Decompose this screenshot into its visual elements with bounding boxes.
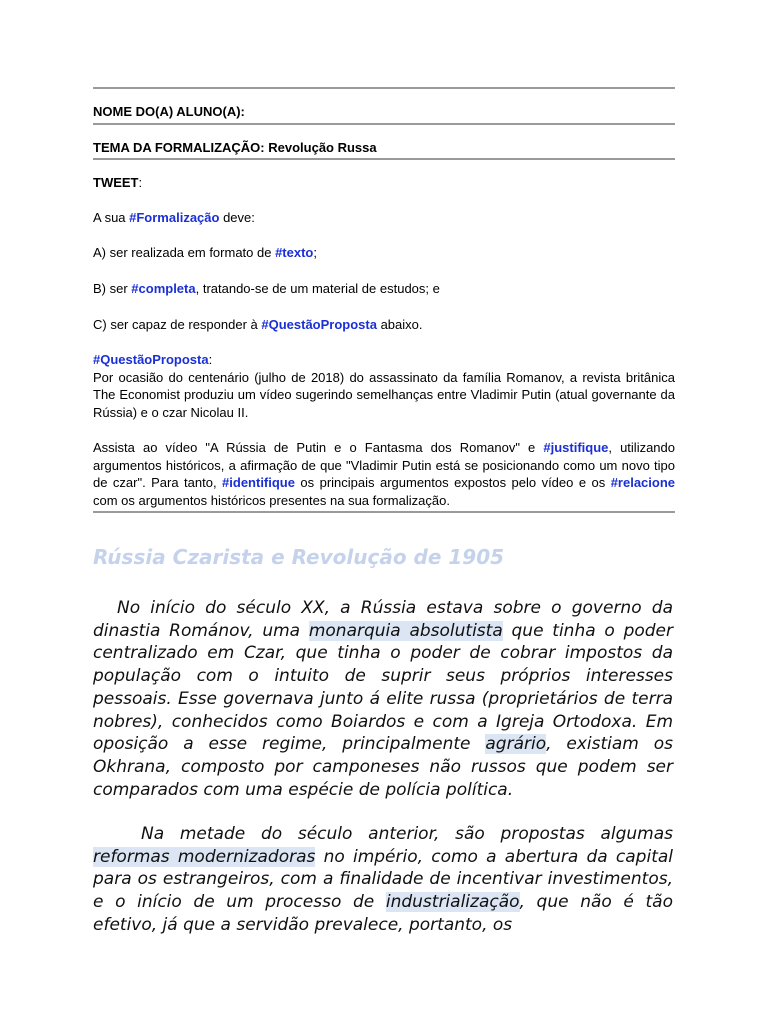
item-b-text: B) ser — [93, 281, 132, 296]
hashtag-texto: #texto — [275, 245, 314, 260]
highlight-reformas: reformas modernizadoras — [93, 846, 316, 867]
hashtag-identifique: #identifique — [222, 475, 295, 490]
item-c — [93, 317, 675, 333]
tweet-colon: : — [138, 175, 143, 190]
questao-block — [93, 351, 675, 421]
highlight-industrializacao: industrialização — [385, 892, 520, 913]
body-paragraph-1 — [93, 597, 673, 801]
theme-value: Revolução Russa — [268, 140, 377, 155]
item-a-end: ; — [313, 245, 317, 260]
hashtag-questao-proposta: #QuestãoProposta — [261, 317, 377, 332]
item-a — [93, 245, 675, 261]
highlight-monarquia: monarquia absolutista — [308, 620, 503, 641]
bottom-rule — [93, 511, 675, 513]
divider-rule — [93, 158, 675, 160]
p1-text-b: que tinha o poder centralizado em Czar, que tinha o poder de cobrar impostos da população com o intuito de suprir seus próprios interesses pessoais. Esse governava junto á elite russa (proprietários de terra nobres), conhecidos como Boiardos e com a Igreja Ortodoxa. Em oposição a esse regime, principalmente — [93, 620, 673, 755]
highlight-agrario: agrário — [485, 734, 547, 755]
tweet-label: TWEET — [93, 175, 139, 190]
top-rule — [93, 87, 675, 89]
item-a-text: A) ser realizada em formato de — [93, 245, 276, 260]
hashtag-completa: #completa — [131, 281, 196, 296]
intro-text-end: deve: — [219, 210, 255, 225]
questao-colon: : — [208, 352, 213, 367]
p1-text-c: , existiam os Okhrana, composto por camponeses não russos que podem ser comparados com uma espécie de polícia política. — [93, 734, 673, 800]
divider-rule — [93, 123, 675, 125]
theme-label: TEMA DA FORMALIZAÇÃO: — [93, 140, 265, 155]
item-b — [93, 281, 675, 297]
body-paragraph-2 — [93, 823, 673, 937]
hashtag-relacione: #relacione — [610, 475, 676, 490]
assista-text-1: Assista ao vídeo "A Rússia de Putin e o Fantasma dos Romanov" e — [93, 440, 544, 455]
assista-text-2: , utilizando argumentos históricos, a afirmação de que "Vladimir Putin está se posicionando como um novo tipo de czar". Para tanto, — [93, 440, 675, 490]
assista-paragraph — [93, 439, 675, 509]
item-b-end: , tratando-se de um material de estudos; e — [195, 281, 440, 296]
assista-text-4: com os argumentos históricos presentes na sua formalização. — [93, 492, 450, 508]
hashtag-justifique: #justifique — [543, 440, 609, 455]
hashtag-formalizacao: #Formalização — [129, 210, 220, 225]
questao-text: Por ocasião do centenário (julho de 2018) do assassinato da família Romanov, a revista britânica The Economist produziu um vídeo sugerindo semelhanças entre Vladimir Putin (atual governante da Rússia) e o czar Nicolau II. — [93, 369, 675, 420]
theme-line — [93, 140, 675, 156]
item-c-text: C) ser capaz de responder à — [93, 317, 262, 332]
intro-text: A sua — [93, 210, 130, 225]
assista-text-3: os principais argumentos expostos pelo vídeo e os — [294, 475, 611, 490]
p1-text-a: No início do século XX, a Rússia estava sobre o governo da dinastia Románov, uma — [93, 598, 673, 641]
p2-text-b: no império, como a abertura da capital para os estrangeiros, com a finalidade de incentivar investimentos, e o início de um processo de — [93, 846, 673, 913]
hashtag-questao-heading: #QuestãoProposta — [93, 352, 209, 367]
p2-text-a: Na metade do século anterior, são propostas algumas — [141, 824, 673, 844]
section-heading: Rússia Czarista e Revolução de 1905 — [93, 545, 505, 569]
item-c-end: abaixo. — [376, 317, 423, 332]
student-name-label: NOME DO(A) ALUNO(A): — [93, 104, 245, 119]
intro-line — [93, 210, 675, 226]
p2-text-c: , que não é tão efetivo, já que a servidão prevalece, portanto, os — [93, 892, 673, 935]
tweet-line — [93, 175, 675, 191]
